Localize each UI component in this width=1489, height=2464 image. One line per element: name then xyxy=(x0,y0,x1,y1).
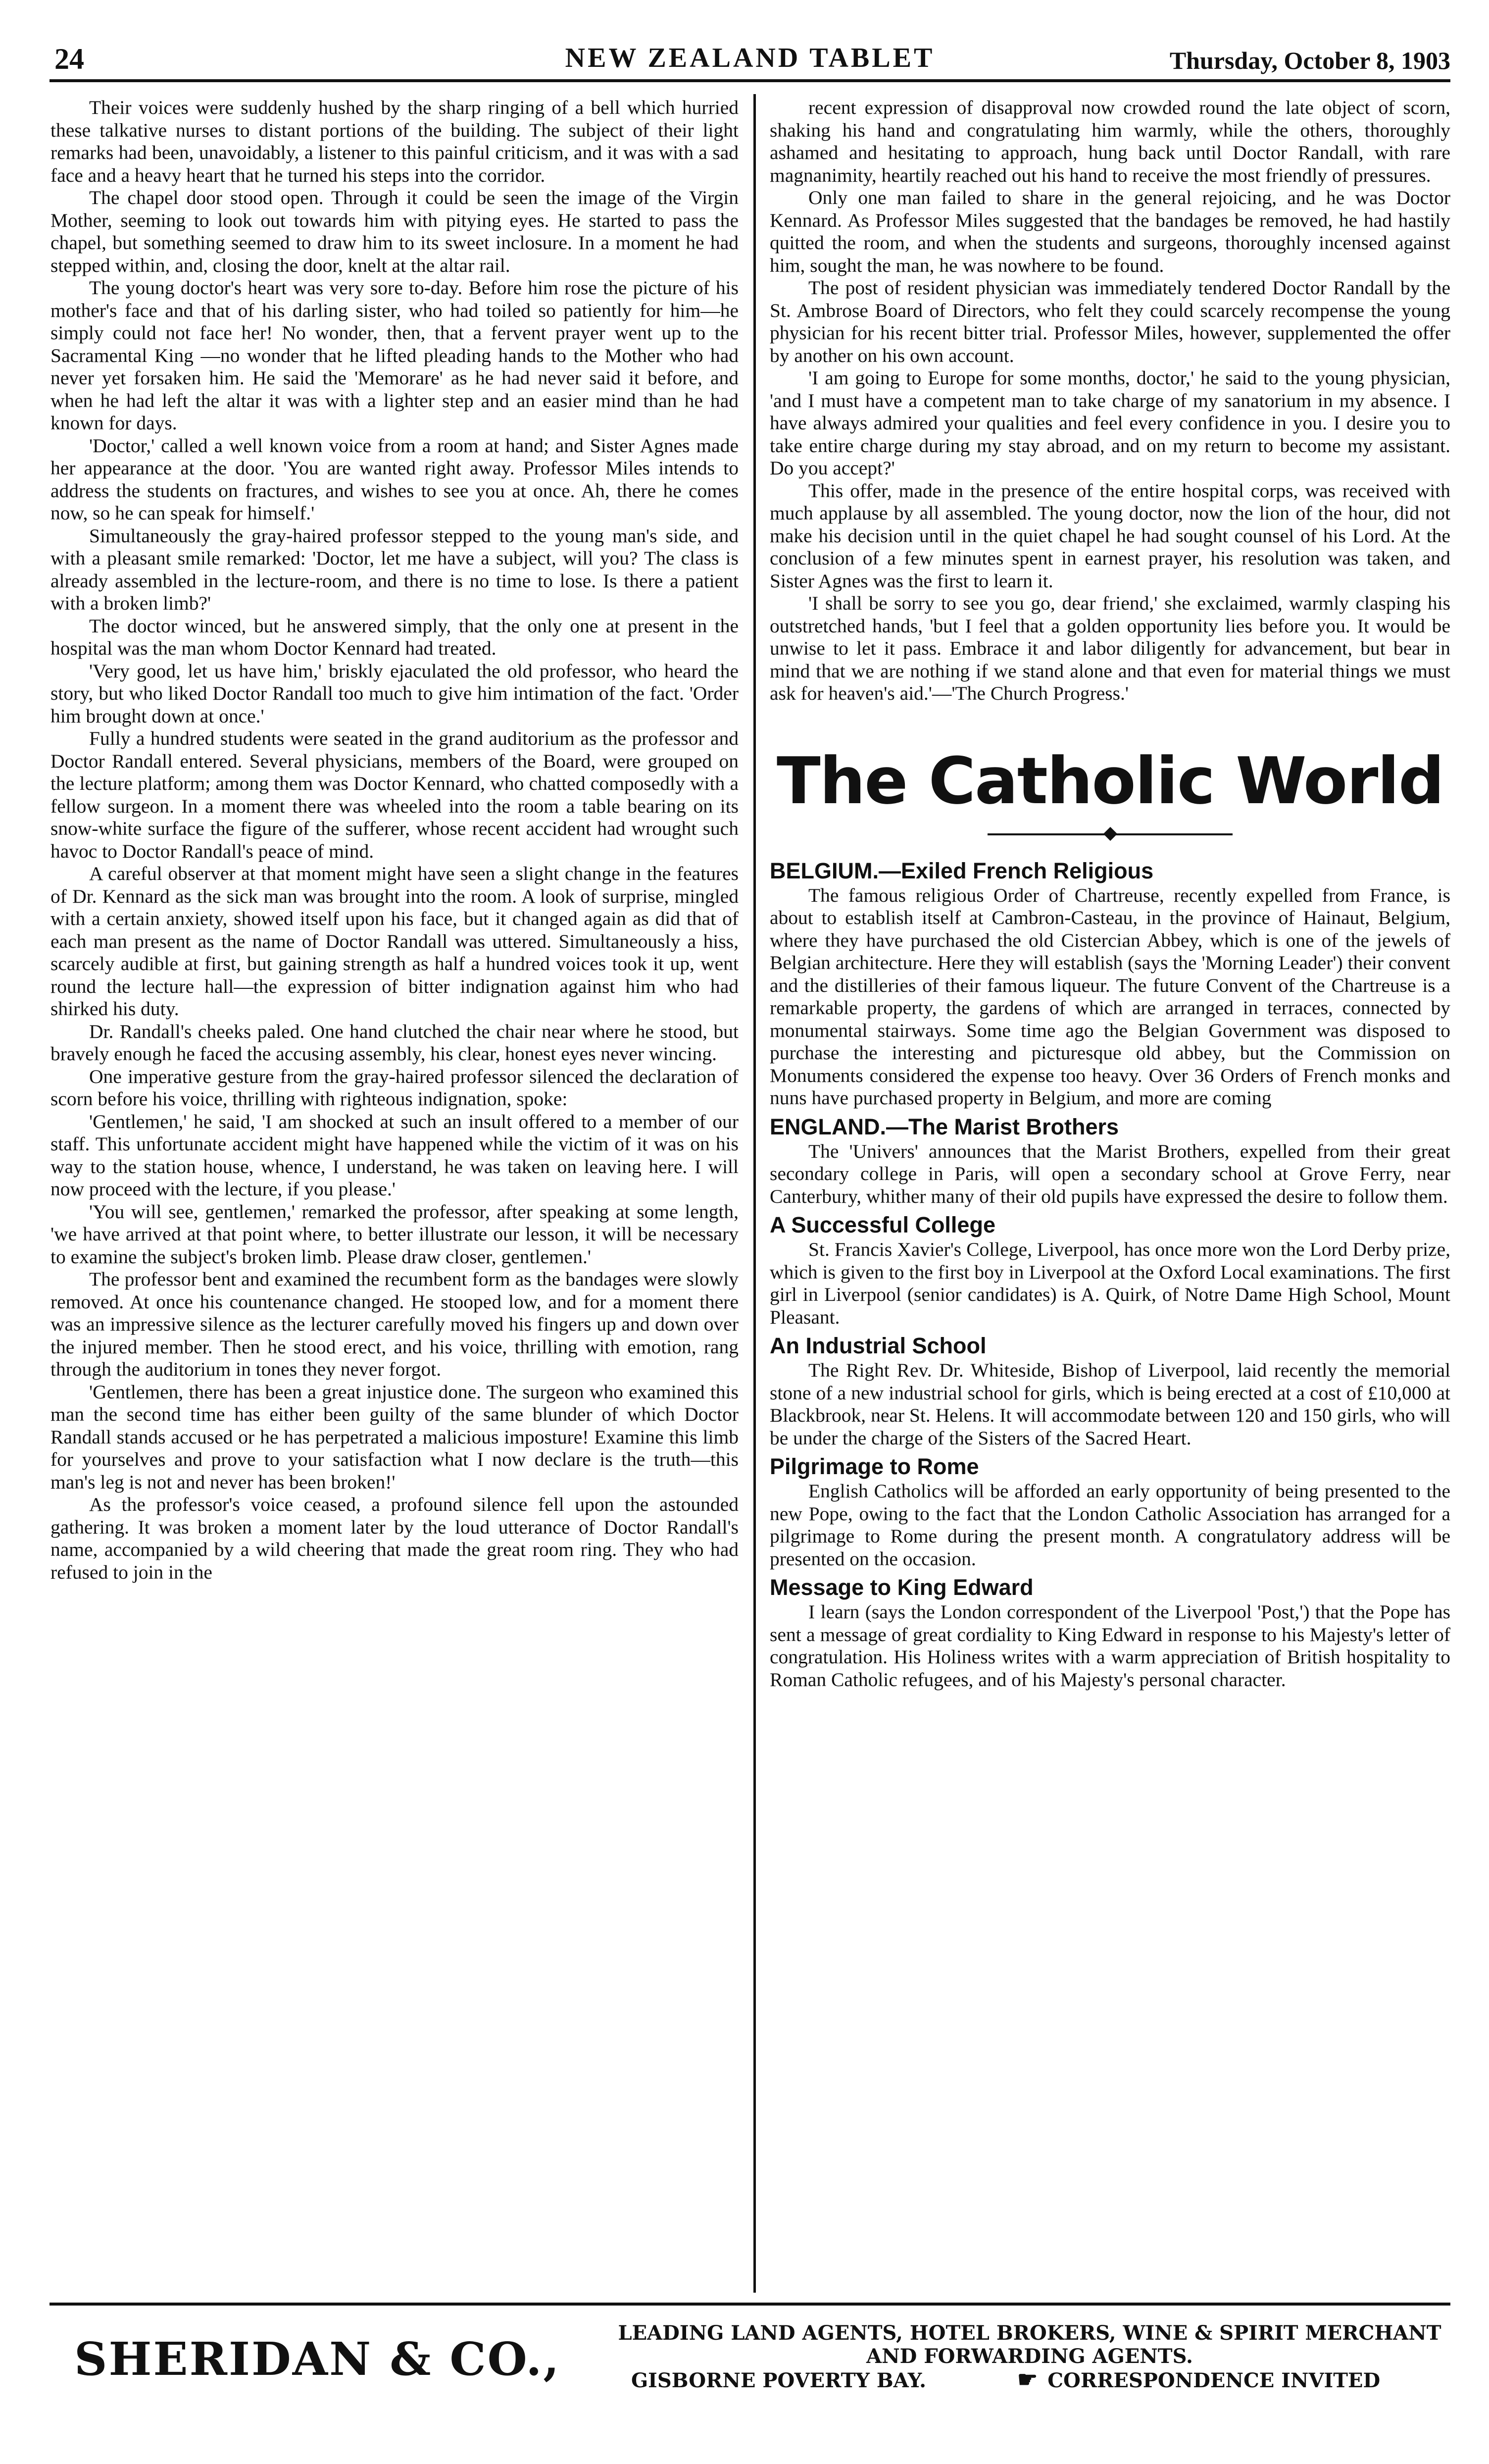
diamond-ornament-icon xyxy=(1103,826,1117,840)
story-paragraph: The professor bent and examined the recumbent form as the bandages were slowly removed. At once his countenance changed. He stooped low, and for a moment there was an impressive silence as the lecturer carefully moved his fingers up and down over the injured member. Then he stood erect, and his voice, thrilling with emotion, rang through the auditorium in tones they never forgot. xyxy=(50,1268,739,1380)
right-column xyxy=(770,97,1450,1691)
story-paragraph: Only one man failed to share in the general rejoicing, and he was Doctor Kennard. As Professor Miles suggested that the bandages be removed, he had hastily quitted the room, and when the students and surgeons, thoroughly incensed against him, sought the man, he was nowhere to be found. xyxy=(770,187,1450,276)
section-title: The Catholic World xyxy=(776,743,1444,819)
news-text: English Catholics will be afforded an early opportunity of being presented to the new Pope, owing to the fact that the London Catholic Association has arranged for a pilgrimage to Rome during the present month. A congratulatory address will be presented on the occasion. xyxy=(770,1480,1450,1570)
news-text: The famous religious Order of Chartreuse, recently expelled from France, is about to establish itself at Cambron-Casteau, in the province of Hainaut, Belgium, where they have purchased the old Cistercian Abbey, which is one of the jewels of Belgian architecture. Here they will establish (says the 'Morning Leader') their convent and the distilleries of their famous liqueur. The future Convent of the Chartreuse is a remarkable property, the gardens of which are arranged in terraces, connected by monumental stairways. Some time ago the Belgian Government was disposed to purchase the interesting and picturesque old abbey, but the Commission on Monuments considered the expense too heavy. Over 36 Orders of French monks and nuns have purchased property in Belgium, and more are coming xyxy=(770,884,1450,1109)
story-paragraph: 'Very good, let us have him,' briskly ejaculated the old professor, who heard the story, but who liked Doctor Randall too much to give him intimation of the fact. 'Order him brought down at once.' xyxy=(50,660,739,727)
advert-location: GISBORNE POVERTY BAY. xyxy=(631,2369,927,2392)
story-paragraph: A careful observer at that moment might have seen a slight change in the features of Dr. Kennard as the sick man was brought into the room. A look of surprise, mingled with a certain anxiety, showed itself upon his face, but it changed again as did that of each man present as the name of Doctor Randall was uttered. Simultaneously a hiss, scarcely audible at first, but gaining strength as half a hundred voices took it up, went round the lecture hall—the expression of bitter indignation against him who had shirked his duty. xyxy=(50,863,739,1020)
advert-line: LEADING LAND AGENTS, HOTEL BROKERS, WINE & SPIRIT MERCHANT xyxy=(618,2321,1441,2345)
story-paragraph: 'Doctor,' called a well known voice from a room at hand; and Sister Agnes made her appearance at the door. 'You are wanted right away. Professor Miles intends to address the students on fractures, and wishes to see you at once. Ah, there he comes now, so he can speak for himself.' xyxy=(50,434,739,524)
news-heading: BELGIUM.—Exiled French Religious xyxy=(770,858,1154,883)
news-heading: An Industrial School xyxy=(770,1333,987,1358)
column-divider xyxy=(753,94,756,2293)
story-paragraph: One imperative gesture from the gray-haired professor silenced the declaration of scorn before his voice, thrilling with righteous indignation, spoke: xyxy=(50,1065,739,1110)
news-heading: Pilgrimage to Rome xyxy=(770,1454,979,1479)
advert-note: CORRESPONDENCE INVITED xyxy=(1047,2369,1381,2392)
left-column xyxy=(50,97,739,1584)
story-paragraph: recent expression of disapproval now crowded round the late object of scorn, shaking his hand and congratulating him warmly, while the others, thoroughly ashamed and hesitating to approach, hung back until Doctor Randall, with rare magnanimity, heartily reached out his hand to receive the most friendly of pressures. xyxy=(770,97,1450,186)
issue-date: Thursday, October 8, 1903 xyxy=(1169,47,1450,74)
masthead-rule xyxy=(50,79,1450,82)
pointing-hand-icon: ☛ xyxy=(1017,2366,1038,2393)
story-paragraph: Fully a hundred students were seated in the grand auditorium as the professor and Doctor Randall entered. Several physicians, members of the Board, were grouped on the lecture platform; among them was Doctor Kennard, who chatted composedly with a fellow surgeon. In a moment there was wheeled into the room a table bearing on its snow-white surface the figure of the sufferer, whose recent accident had wrought such havoc to Doctor Randall's peace of mind. xyxy=(50,727,739,862)
news-text: I learn (says the London correspondent of the Liverpool 'Post,') that the Pope has sent a message of great cordiality to King Edward in response to his Majesty's letter of congratulation. His Holiness writes with a warm appreciation of British hospitality to Roman Catholic refugees, and of his Majesty's personal character. xyxy=(770,1601,1450,1691)
story-paragraph: Simultaneously the gray-haired professor stepped to the young man's side, and with a pleasant smile remarked: 'Doctor, let me have a subject, will you? The class is already assembled in the lecture-room, and there is no time to lose. Is there a patient with a broken limb?' xyxy=(50,524,739,614)
story-paragraph: The doctor winced, but he answered simply, that the only one at present in the hospital was the man whom Doctor Kennard had treated. xyxy=(50,615,739,659)
story-paragraph: 'You will see, gentlemen,' remarked the professor, after speaking at some length, 'we have arrived at that point where, to better illustrate our lesson, it will be necessary to examine the subject's broken limb. Please draw closer, gentlemen.' xyxy=(50,1200,739,1268)
news-heading: ENGLAND.—The Marist Brothers xyxy=(770,1114,1119,1139)
story-paragraph: Dr. Randall's cheeks paled. One hand clutched the chair near where he stood, but bravely enough he faced the accusing assembly, his clear, honest eyes never wincing. xyxy=(50,1020,739,1065)
story-paragraph: 'I shall be sorry to see you go, dear friend,' she exclaimed, warmly clasping his outstretched hands, 'but I feel that a golden opportunity lies before you. It would be unwise to let it pass. Embrace it and labor diligently for advancement, but bear in mind that we are nothing if we stand alone and that even for material things we must ask for heaven's aid.'—'The Church Progress.' xyxy=(770,592,1450,704)
advert-line xyxy=(609,2368,1450,2392)
news-text: The Right Rev. Dr. Whiteside, Bishop of Liverpool, laid recently the memorial stone of a new industrial school for girls, which is being erected at a cost of £10,000 at Blackbrook, near St. Helens. It will accommodate between 120 and 150 girls, who will be under the charge of the Sisters of the Sacred Heart. xyxy=(770,1359,1450,1449)
story-paragraph: This offer, made in the presence of the entire hospital corps, was received with much applause by all assembled. The young doctor, now the lion of the hour, did not make his decision until in the quiet chapel he had sought counsel of his Lord. At the conclusion of a few minutes spent in earnest prayer, his resolution was taken, and Sister Agnes was the first to learn it. xyxy=(770,479,1450,592)
advertiser-details xyxy=(609,2321,1450,2392)
story-paragraph: The post of resident physician was immediately tendered Doctor Randall by the St. Ambrose Board of Directors, who felt they could scarcely recompense the young physician for his recent bitter trial. Professor Miles, however, supplemented the offer by another on his own account. xyxy=(770,277,1450,366)
publication-title: NEW ZEALAND TABLET xyxy=(565,43,935,73)
page-number: 24 xyxy=(54,43,84,75)
story-paragraph: 'Gentlemen,' he said, 'I am shocked at such an insult offered to a member of our staff. This unfortunate accident might have happened while the victim of it was on his way to the station house, whence, I understand, he was taken on leaving here. I will now proceed with the lecture, if you please.' xyxy=(50,1110,739,1200)
news-heading: A Successful College xyxy=(770,1212,995,1237)
masthead xyxy=(50,42,1450,82)
news-text: St. Francis Xavier's College, Liverpool, has once more won the Lord Derby prize, which is given to the first boy in Liverpool at the Oxford Local examinations. The first girl in Liverpool (senior candidates) is A. Quirk, of Notre Dame High School, Mount Pleasant. xyxy=(770,1238,1450,1328)
news-text: The 'Univers' announces that the Marist Brothers, expelled from their great secondary college in Paris, will open a secondary school at Grove Ferry, near Canterbury, whither many of their old pupils have expressed the desire to follow them. xyxy=(770,1140,1450,1207)
news-heading: Message to King Edward xyxy=(770,1575,1034,1600)
story-paragraph: The chapel door stood open. Through it could be seen the image of the Virgin Mother, seeming to look out towards him with pitying eyes. He started to pass the chapel, but something seemed to draw him to its sweet inclosure. In a moment he had stepped within, and, closing the door, knelt at the altar rail. xyxy=(50,187,739,276)
story-paragraph: Their voices were suddenly hushed by the sharp ringing of a bell which hurried these talkative nurses to distant portions of the building. The subject of their light remarks had been, unavoidably, a listener to this painful criticism, and it was with a sad face and a heavy heart that he turned his steps into the corridor. xyxy=(50,97,739,186)
advert-line: AND FORWARDING AGENTS. xyxy=(866,2345,1193,2368)
section-divider xyxy=(770,824,1450,844)
footer-rule xyxy=(50,2303,1450,2306)
advertiser-name: SHERIDAN & CO., xyxy=(74,2332,561,2386)
story-paragraph: 'Gentlemen, there has been a great injustice done. The surgeon who examined this man the second time has either been guilty of the same blunder of which Doctor Randall stands accused or he has perpetrated a malicious imposture! Examine this limb for yourselves and prove to your satisfaction what I now declare is the truth—this man's leg is not and never has been broken!' xyxy=(50,1381,739,1493)
story-paragraph: 'I am going to Europe for some months, doctor,' he said to the young physician, 'and I must have a competent man to take charge of my sanatorium in my absence. I have always admired your qualities and feel every confidence in you. I desire you to take entire charge during my stay abroad, and on my return to become my assistant. Do you accept?' xyxy=(770,367,1450,479)
story-paragraph: The young doctor's heart was very sore to-day. Before him rose the picture of his mother's face and that of his darling sister, who had toiled so patiently for him—he simply could not face her! No wonder, then, that a fervent prayer went up to the Sacramental King —no wonder that he lifted pleading hands to the Mother who had never yet forsaken him. He said the 'Memorare' as he had never said it before, and when he had left the altar it was with a lighter step and an easier mind than he had known for days. xyxy=(50,277,739,434)
story-paragraph: As the professor's voice ceased, a profound silence fell upon the astounded gathering. It was broken a moment later by the loud utterance of Doctor Randall's name, accompanied by a wild cheering that made the great room ring. They who had refused to join in the xyxy=(50,1493,739,1583)
